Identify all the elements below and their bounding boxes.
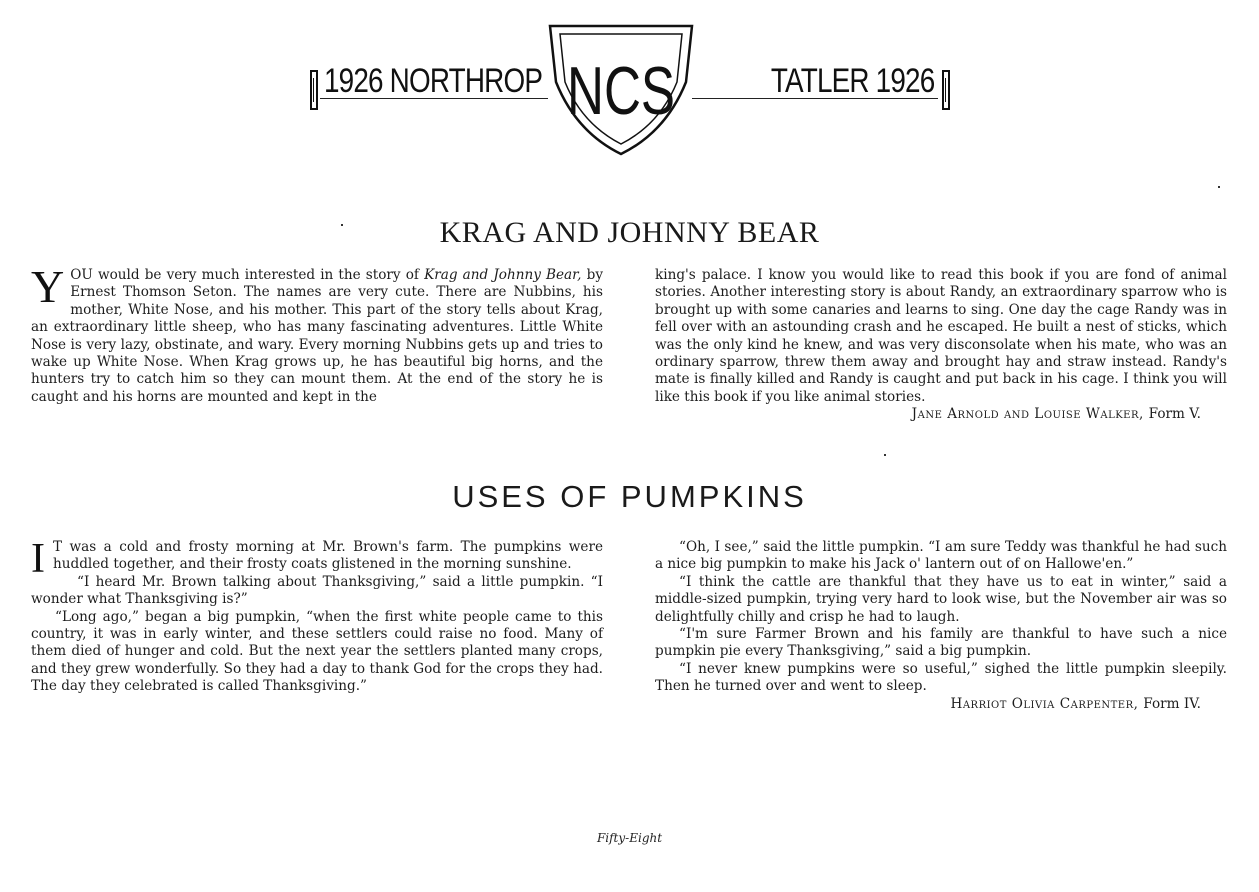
krag-column-left	[31, 261, 604, 406]
masthead-left-rule	[320, 98, 548, 99]
masthead	[300, 20, 960, 160]
pumpkins-signature-form: Form IV.	[1143, 695, 1201, 712]
pumpkins-paragraph-7: “I never knew pumpkins were so useful,” sighed the little pumpkin sleepily. Then he turned over and went to sleep.	[655, 660, 1227, 695]
krag-column-right	[655, 267, 1227, 424]
print-speck	[1218, 186, 1220, 188]
article-title-krag: KRAG AND JOHNNY BEAR	[439, 216, 820, 249]
pumpkins-paragraph-6: “I'm sure Farmer Brown and his family are thankful to have such a nice pumpkin pie every Thanksgiving,” said a big pumpkin.	[655, 626, 1227, 660]
pumpkins-paragraph-4: “Oh, I see,” said the little pumpkin. “I am sure Teddy was thankful he had such a nice big pumpkin to make his Jack o' lantern out of on Hallowe'en.”	[655, 539, 1227, 573]
pumpkins-paragraph-2: “I heard Mr. Brown talking about Thanksgiving,” said a little pumpkin. “I wonder what Thanksgiving is?”	[31, 573, 603, 608]
pumpkins-paragraph-3: “Long ago,” began a big pumpkin, “when the first white people came to this country, it was in early winter, and these settlers could raise no food. Many of them died of hunger and cold. But the next year the settlers planted many crops, and they grew wonderfully. So they had a day to thank God for the crops they had. The day they celebrated is called Thanksgiving.”	[31, 608, 603, 695]
pumpkins-text-1: T was a cold and frosty morning at Mr. Brown's farm. The pumpkins were huddled together, and their frosty coats glistened in the morning sunshine.	[53, 539, 603, 573]
masthead-left-text: 1926 NORTHROP	[324, 62, 543, 100]
masthead-right-text: TATLER 1926	[770, 62, 934, 100]
pumpkins-paragraph-1	[31, 536, 603, 582]
article-title-pumpkins: USES OF PUMPKINS	[452, 479, 807, 514]
pumpkins-signature-names: Harriot Olivia Carpenter,	[950, 695, 1139, 712]
ncs-monogram: NCS	[567, 53, 675, 129]
krag-signature-names: Jane Arnold and Louise Walker,	[911, 406, 1144, 423]
masthead-left-ornament	[310, 70, 318, 110]
print-speck	[884, 454, 886, 456]
ncs-shield-logo	[546, 22, 696, 158]
masthead-right-ornament	[942, 70, 950, 110]
pumpkins-signature	[655, 696, 1227, 713]
krag-dropcap: Y	[31, 261, 65, 312]
pumpkins-column-left	[31, 536, 603, 696]
krag-signature	[655, 406, 1227, 423]
krag-book-title: Krag and Johnny Bear,	[424, 267, 582, 283]
pumpkins-paragraph-5: “I think the cattle are thankful that they have us to eat in winter,” said a middle-sized pumpkin, trying very hard to look wise, but the November air was so delightfully chilly and crisp he had to laugh.	[655, 573, 1227, 625]
pumpkins-dropcap: I	[31, 536, 45, 582]
krag-text-a: OU would be very much interested in the story of	[70, 267, 425, 283]
print-speck	[341, 224, 343, 226]
krag-paragraph-continued: king's palace. I know you would like to read this book if you are fond of animal stories. Another interesting story is about Randy, an extraordinary sparrow who is brought up with some canaries and learns to sing. One day the cage Randy was in fell over with an astounding crash and he escaped. He built a nest of sticks, which was the only kind he knew, and was very disconsolate when his mate, who was an ordinary sparrow, threw them away and brought hay and straw instead. Randy's mate is finally killed and Randy is caught and put back in his cage. I think you will like this book if you like animal stories.	[655, 267, 1227, 405]
krag-paragraph-1	[31, 261, 604, 406]
krag-text-b: by Ernest Thomson Seton. The names are very cute. There are Nubbins, his mother, White Nose, and his mother. This part of the story tells about Krag, an extraordinary little sheep, who has many fascinating adventures. Little White Nose is very lazy, obstinate, and wary. Every morning Nubbins gets up and tries to wake up White Nose. When Krag grows up, he has beautiful big horns, and the hunters try to catch him so they can mount them. At the end of the story he is caught and his horns are mounted and kept in the	[31, 267, 604, 405]
page-number: Fifty-Eight	[596, 831, 663, 845]
krag-signature-form: Form V.	[1148, 406, 1201, 423]
pumpkins-column-right	[655, 539, 1227, 713]
